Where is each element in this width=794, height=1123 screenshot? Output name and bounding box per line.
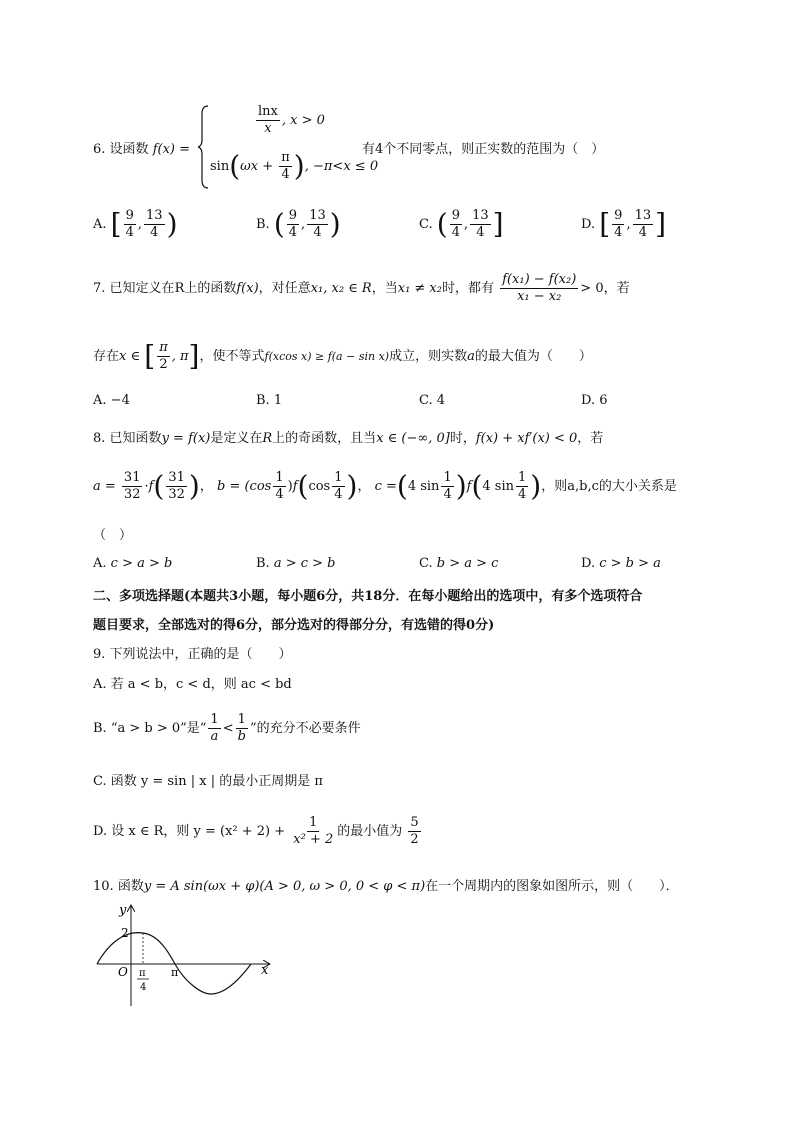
q10-x-label: x [261,963,269,978]
q10-tick1-num: π [139,968,146,979]
q6-option-a[interactable]: A. [ $\frac{9}{4}$ , $\frac{13}{4}$ ) [93,207,178,241]
q7-text-e2: 成立，则实数 [389,349,468,364]
q8-interval: x ∈ (−∞, 0] [376,431,450,446]
q6-case2: sin(ωx + $\frac{\pi}{4}$ ), −π<x ≤ 0 [210,149,379,183]
q7-fx: f(x) [236,281,259,296]
q6-case1-den: x [264,121,272,136]
q7-line1 [93,272,630,305]
q7-x-in: x ∈ [119,349,141,364]
q8-option-d[interactable]: D. c > b > a [581,556,661,571]
q10-text-c: 在一个周期内的图象如图所示，则（ ）． [425,879,679,894]
q8-line2: a = $\frac{31}{32}$ ·f( $\frac{31}{32}$ )， b = (cos $\frac{1}{4}$ )f(cos $\frac{1}{4}$ )， c =(4 sin $\frac{1}{4}$ )f(4 sin $\frac{1}{4}$ )，则a,b,c的大小关系是 [93,469,677,503]
q7-text-g2: 的最大值为（ ） [474,349,592,364]
q9-option-c[interactable]: C. 函数 y = sin | x | 的最小正周期是 π [93,774,323,789]
q8-line1 [93,427,603,446]
q7-neq: x₁ ≠ x₂ [397,281,442,296]
q8-tail: ，则a,b,c的大小关系是 [541,479,677,494]
q10-func: y = A sin(ωx + φ)(A > 0, ω > 0, 0 < φ < π) [143,879,426,894]
q7-option-a[interactable]: A. −4 [93,393,130,408]
q8-number: 8. [93,431,106,446]
q6-case1-frac [256,104,280,137]
q7-text-c: 上的函数 [184,281,237,296]
q8-r: R [262,431,273,446]
q10-number: 10. [93,879,114,894]
q6-case2-cond: , −π<x ≤ 0 [304,159,379,174]
q6-func: f(x) = [152,142,191,157]
q10-origin-label: O [118,965,128,979]
q10-sine-curve [97,933,251,994]
q10-sine-graph [93,898,283,1008]
q6-case1-num: lnx [258,104,278,119]
q9-option-a[interactable]: A. 若 a < b，c < d，则 ac < bd [93,677,292,692]
q7-text-g: ，当 [371,281,398,296]
q8-a-def: a = [93,479,116,494]
q7-diff-quotient: $\frac{\text{f(x₁) − f(x₂)}}{\text{x₁ − x₂}}$ [502,272,577,304]
q8-text-i: ，若 [577,431,604,446]
q8-text-a: 已知函数 [109,431,162,446]
q10-max-label: 2 [121,926,129,940]
q7-r: R [174,281,185,296]
q7-text-a: 已知定义在 [109,281,175,296]
q8-blank: （ ） [93,528,133,543]
q6-option-d[interactable]: D. [ $\frac{9}{4}$ , $\frac{13}{4}$ ] [581,207,667,241]
q7-a: a [467,349,475,364]
q7-exist: 存在 [93,349,120,364]
q8-c-def: c = [374,479,397,494]
q7-ineq: f(xcos x) ≥ f(a − sin x) [264,350,390,363]
q7-text-i: 时，都有 [441,281,494,296]
q7-line2: 存在x ∈ [ $\frac{\pi}{2}$ , π]，使不等式f(xcos x) ≥ f(a − sin x)成立，则实数a的最大值为（ ） [93,339,592,373]
q7-text-c2: ，使不等式 [199,349,265,364]
q7-option-b[interactable]: B. 1 [256,393,283,408]
q7-option-d[interactable]: D. 6 [581,393,608,408]
q6-case1-cond: , x > 0 [281,113,325,128]
q9-option-b[interactable]: B. “a > b > 0”是“ $\frac{1}{a}$ < $\frac{1}{b}$ ”的充分不必要条件 [93,712,361,744]
q10-text-a: 函数 [117,879,144,894]
section2-heading-line2: 题目要求，全部选对的得6分，部分选对的得部分分，有选错的得0分) [93,618,495,633]
q6-option-c[interactable]: C. ( $\frac{9}{4}$ , $\frac{13}{4}$ ] [419,207,504,241]
q10-y-label: y [119,903,127,918]
q10-tick2: π [171,966,179,979]
q8-text-c: 是定义在 [210,431,263,446]
q6-option-b[interactable]: B. ( $\frac{9}{4}$ , $\frac{13}{4}$ ) [256,207,341,241]
q6-case1 [254,104,325,137]
q7-option-c[interactable]: C. 4 [419,393,446,408]
q6-stem-prefix: 设函数 [109,142,149,157]
q8-option-a[interactable]: A. c > a > b [93,556,173,571]
q8-option-b[interactable]: B. a > c > b [256,556,336,571]
q6-stem [93,138,190,157]
q6-stem-suffix: 有4个不同零点，则正实数的范围为（ ） [362,142,605,157]
q7-interval-frac: $\frac{\pi}{2}$ [159,340,168,372]
q8-text-g: 时， [449,431,476,446]
q8-b-def: b = (cos [216,479,272,494]
q8-a-frac: $\frac{31}{32}$ [123,470,141,502]
q8-yfx: y = f(x) [161,431,211,446]
q9-stem [93,643,292,662]
q8-text-e: 上的奇函数，且当 [272,431,377,446]
q7-number: 7. [93,281,106,296]
q8-cond: f(x) + xf′(x) < 0 [475,431,578,446]
q7-text-j: > 0，若 [580,281,630,296]
q6-number: 6. [93,142,106,157]
q7-interval-end: , π [171,349,189,364]
q7-x1x2: x₁, x₂ ∈ R [310,281,372,296]
q9-stem-text: 下列说法中，正确的是（ ） [109,647,292,662]
q8-option-c[interactable]: C. b > a > c [419,556,499,571]
q7-text-e: ，对任意 [258,281,311,296]
q6-brace [198,104,210,190]
section2-heading-line1: 二、多项选择题(本题共3小题，每小题6分，共18分．在每小题给出的选项中，有多个选项符合 [93,589,643,604]
q6-case2-frac: $\frac{\pi}{4}$ [281,150,290,182]
q10-tick1-den: 4 [140,982,147,993]
q10-stem [93,875,679,894]
q9-number: 9. [93,647,106,662]
q9-option-d[interactable]: D. 设 x ∈ R，则 y = (x² + 2) + $\frac{1}{\text{x² + 2}}$ 的最小值为 $\frac{5}{2}$ [93,815,419,847]
